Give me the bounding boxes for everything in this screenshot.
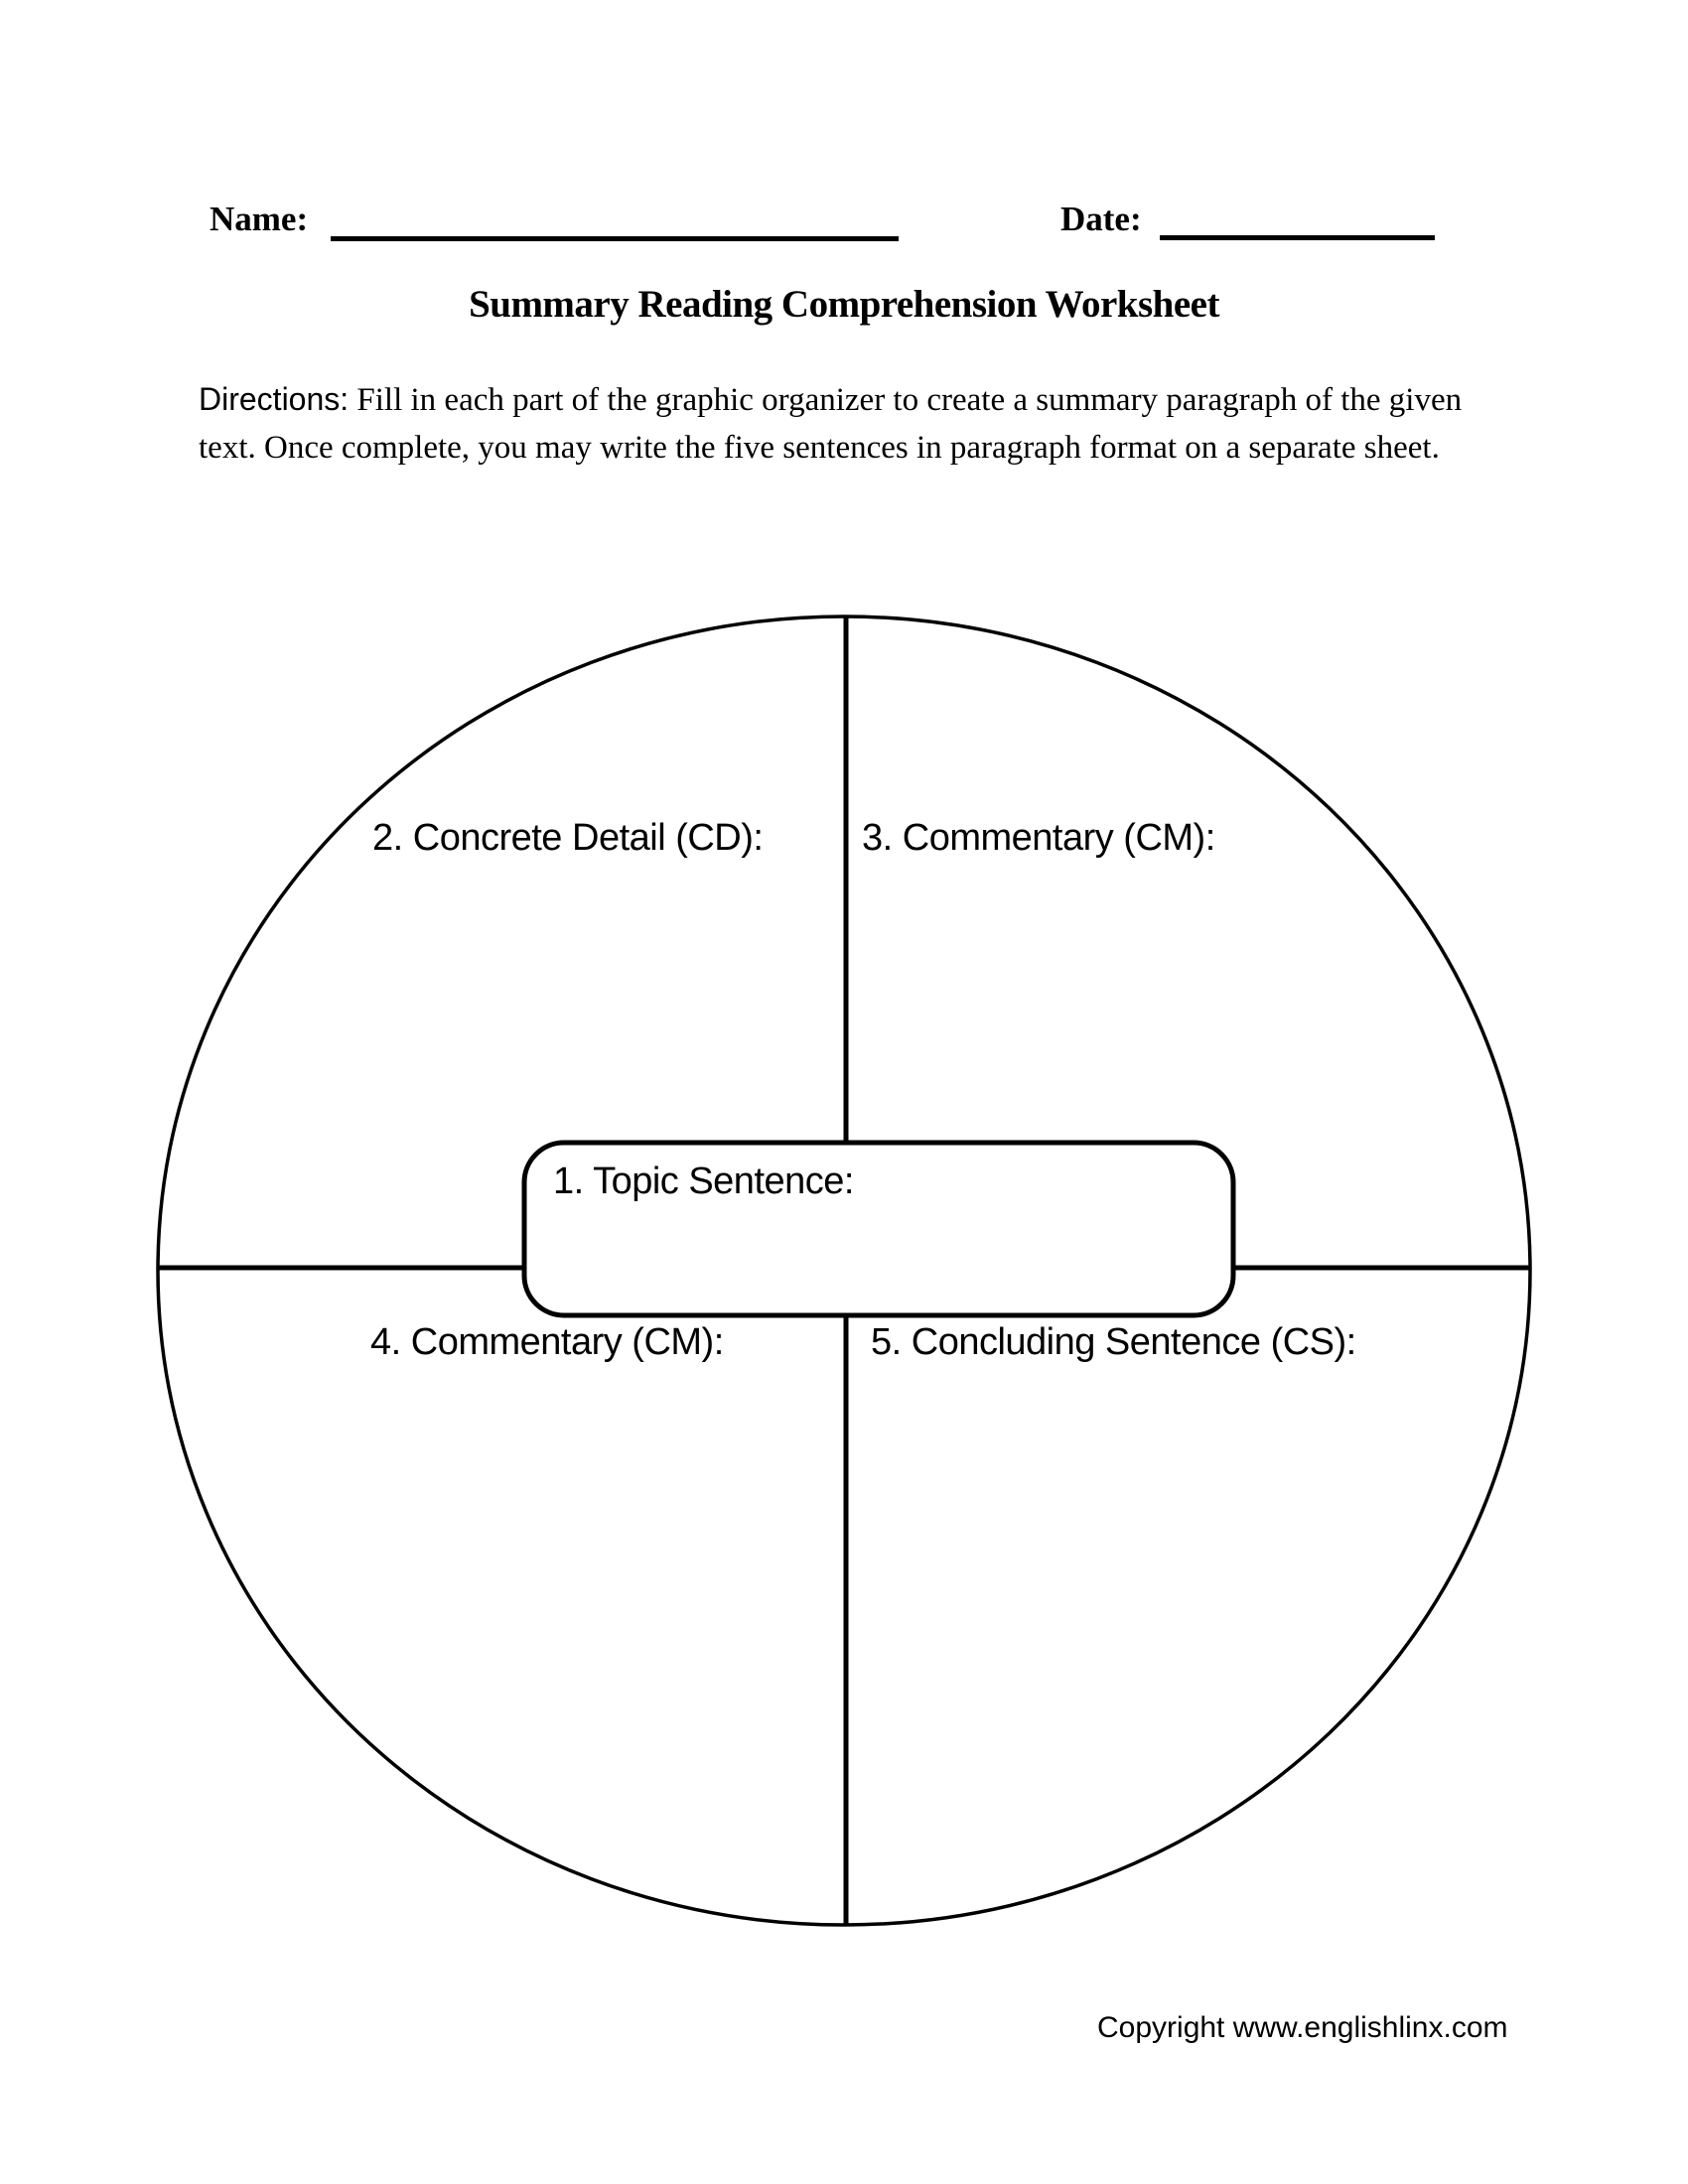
topic-sentence-label: 1. Topic Sentence:: [553, 1160, 854, 1202]
quadrant-2-label: 2. Concrete Detail (CD):: [372, 817, 764, 859]
directions-label: Directions:: [199, 381, 350, 417]
quadrant-3-label: 3. Commentary (CM):: [862, 817, 1215, 859]
copyright-text: Copyright www.englishlinx.com: [1097, 2011, 1508, 2044]
name-label: Name:: [210, 200, 309, 238]
worksheet-title: Summary Reading Comprehension Worksheet: [469, 283, 1219, 326]
quadrant-4-label: 4. Commentary (CM):: [370, 1321, 724, 1363]
quadrant-5-label: 5. Concluding Sentence (CS):: [871, 1321, 1356, 1363]
directions-text: Fill in each part of the graphic organizer to create a summary paragraph of the given text. Once complete, you may write the five sentences in paragraph format on a separate sheet.: [199, 382, 1463, 466]
date-label: Date:: [1060, 200, 1142, 238]
